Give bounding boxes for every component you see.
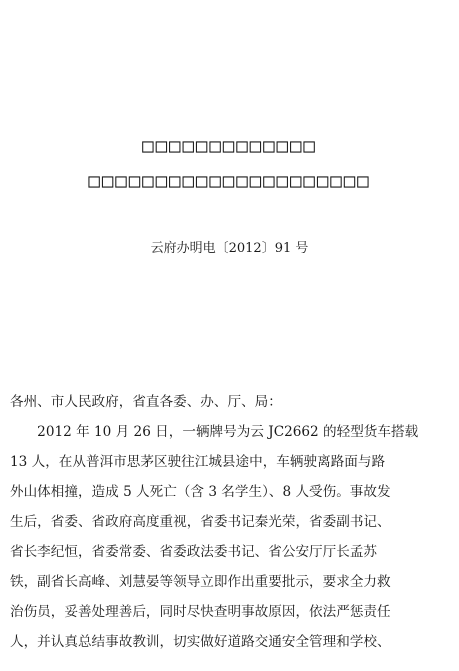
body-text-line: 人，并认真总结事故教训，切实做好道路交通安全管理和学校、 bbox=[10, 634, 391, 650]
body-text-line: 2012 年 10 月 26 日，一辆牌号为云 JC2662 的轻型货车搭载 bbox=[10, 424, 419, 440]
document-title-line-1: □□□□□□□□□□□□□ bbox=[142, 135, 317, 157]
body-text-line: 省长李纪恒，省委常委、省委政法委书记、省公安厅厅长孟苏 bbox=[10, 544, 378, 560]
body-text-line: 13 人，在从普洱市思茅区驶往江城县途中，车辆驶离路面与路 bbox=[10, 454, 386, 470]
document-number: 云府办明电〔2012〕91 号 bbox=[150, 241, 309, 256]
document-title-line-2: □□□□□□□□□□□□□□□□□□□□□ bbox=[88, 170, 371, 192]
body-text-line: 铁，副省长高峰、刘慧晏等领导立即作出重要批示，要求全力救 bbox=[10, 574, 391, 590]
body-text-line: 治伤员，妥善处理善后，同时尽快查明事故原因，依法严惩责任 bbox=[10, 604, 391, 620]
salutation-line: 各州、市人民政府，省直各委、办、厅、局： bbox=[10, 394, 282, 410]
body-text-line: 生后，省委、省政府高度重视，省委书记秦光荣，省委副书记、 bbox=[10, 514, 391, 530]
body-text-line: 外山体相撞，造成 5 人死亡（含 3 名学生）、8 人受伤。事故发 bbox=[10, 484, 391, 500]
